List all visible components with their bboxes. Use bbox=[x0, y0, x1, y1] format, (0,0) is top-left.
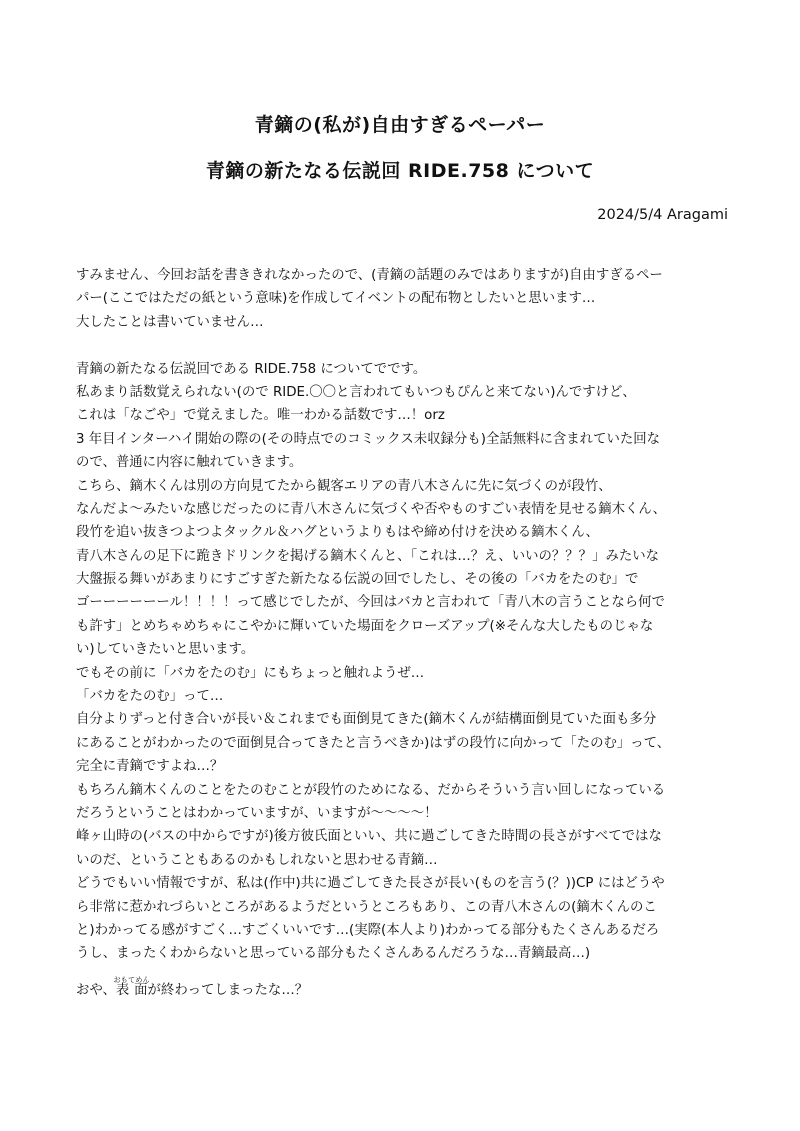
text-line: 「バカをたのむ」って… bbox=[76, 689, 224, 705]
text-line: どうでもいい情報ですが、私は(作中)共に過ごしてきた長さが長い(ものを言う(？))CP にはどうや bbox=[76, 876, 665, 892]
paragraph-gap bbox=[76, 334, 736, 357]
text-line: うし、まったくわからないと思っている部分もたくさんあるんだろうな…青鏑最高…) bbox=[76, 946, 591, 962]
text-line: も許す」とめちゃめちゃにこやかに輝いていた場面をクローズアップ(※そんな大したものじゃな bbox=[76, 618, 654, 634]
text-line: ら非常に惹かれづらいところがあるようだというところもあり、この青八木さんの(鏑木くんのこ bbox=[76, 899, 657, 915]
text-line: 私あまり話数覚えられない(ので RIDE.〇〇と言われてもいつもぴんと来てない)んですけど、 bbox=[76, 384, 636, 400]
text-line: ゴーーーーーール！！！！って感じでしたが、今回はバカと言われて「青八木の言うことなら何で bbox=[76, 595, 665, 611]
text-line: 3 年目インターハイ開始の際の(その時点でのコミックス未収録分も)全話無料に含まれていた回な bbox=[76, 431, 661, 447]
ruby-reading: おもてめん bbox=[113, 975, 150, 984]
text-line: 青八木さんの足下に跪きドリンクを掲げる鏑木くんと、「これは…？え、いいの？？？」みたいな bbox=[76, 548, 660, 564]
text-line: でもその前に「バカをたのむ」にもちょっと触れようぜ… bbox=[76, 665, 425, 681]
text-line: いのだ、ということもあるのかもしれないと思わせる青鏑… bbox=[76, 852, 438, 868]
text-line: 完全に青鏑ですよね…？ bbox=[76, 759, 224, 775]
closing-before: おや、 bbox=[76, 982, 116, 998]
text-line: こちら、鏑木くんは別の方向見てたから観客エリアの青八木さんに先に気づくのが段竹、 bbox=[76, 478, 612, 494]
main-paragraph bbox=[76, 358, 736, 966]
text-line: もちろん鏑木くんのことをたのむことが段竹のためになる、だからそういう言い回しになっている bbox=[76, 782, 666, 798]
ruby-omotemen bbox=[113, 975, 150, 998]
paper-subtitle: 青鏑の新たなる伝説回 RIDE.758 について bbox=[205, 160, 595, 182]
text-line: なんだよ～みたいな感じだったのに青八木さんに気づくや否やものすごい表情を見せる鏑木くん、 bbox=[76, 501, 666, 517]
closing-line bbox=[76, 976, 736, 999]
text-line: 大したことは書いていません… bbox=[76, 314, 264, 330]
text-line: これは「なごや」で覚えました。唯一わかる話数です…！orz bbox=[76, 408, 445, 424]
ruby-base: 表面 bbox=[113, 982, 150, 998]
closing-after: が終わってしまったな…？ bbox=[147, 982, 309, 998]
body-text bbox=[76, 264, 736, 999]
intro-paragraph bbox=[76, 264, 736, 334]
text-line: 青鏑の新たなる伝説回である RIDE.758 についてでです。 bbox=[76, 361, 427, 377]
text-line: 自分よりずっと付き合いが長い＆これまでも面倒見てきた(鏑木くんが結構面倒見ていた面も多分 bbox=[76, 712, 657, 728]
text-line: 大盤振る舞いがあまりにすごすぎた新たなる伝説の回でしたし、その後の「バカをたのむ」で bbox=[76, 572, 639, 588]
text-line: だろうということはわかっていますが、いますが～～～～！ bbox=[76, 805, 438, 821]
text-line: パー(ここではただの紙という意味)を作成してイベントの配布物としたいと思います… bbox=[76, 291, 596, 307]
text-line: にあることがわかったので面倒見合ってきたと言うべきか)はずの段竹に向かって「たのむ」って、 bbox=[76, 735, 671, 751]
text-line: 峰ヶ山時の(バスの中からですが)後方彼氏面といい、共に過ごしてきた時間の長さがすべてではな bbox=[76, 829, 662, 845]
text-line: い)していきたいと思います。 bbox=[76, 642, 255, 658]
paper-title: 青鏑の(私が)自由すぎるペーパー bbox=[254, 114, 546, 136]
text-line: すみません、今回お話を書ききれなかったので、(青鏑の話題のみではありますが)自由すぎるペー bbox=[76, 268, 663, 283]
text-line: ので、普通に内容に触れていきます。 bbox=[76, 455, 303, 471]
text-line: 段竹を追い抜きつよつよタックル＆ハグというよりもはや締め付けを決める鏑木くん、 bbox=[76, 525, 599, 541]
text-line: と)わかってる感がすごく…すごくいいです…(実際(本人より)わかってる部分もたくさんあるだろ bbox=[76, 922, 660, 938]
date-author-line: 2024/5/4 Aragami bbox=[597, 207, 728, 223]
